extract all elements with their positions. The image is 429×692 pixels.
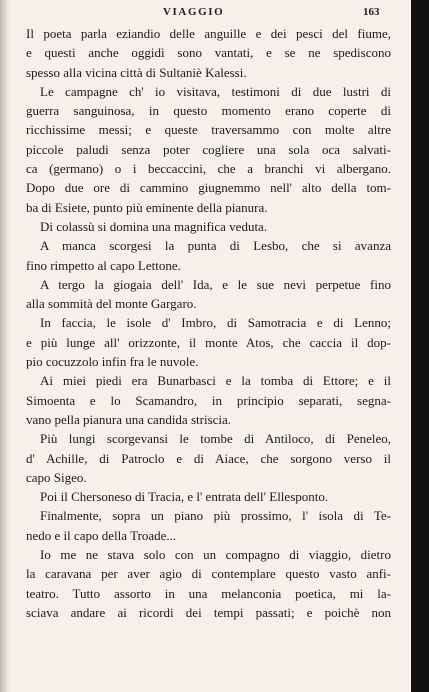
- running-title: VIAGGIO: [163, 6, 225, 18]
- text-line: A tergo la giogaia dell' Ida, e le sue nevi perpetue fino: [40, 276, 391, 292]
- text-line: Ai miei piedi era Bunarbasci e la tomba di Ettore; e il: [40, 373, 391, 389]
- text-line: Di colassù si domina una magnifica veduta.: [40, 218, 268, 234]
- text-line: Io me ne stava solo con un compagno di viaggio, dietro: [40, 547, 391, 563]
- text-line: Dopo due ore di cammino giugnemmo nell' alto della tom-: [26, 180, 391, 196]
- text-line: d' Achille, di Patroclo e di Aiace, che sorgono verso il: [26, 450, 391, 466]
- text-line: fino rimpetto al capo Lettone.: [26, 257, 181, 273]
- text-line: piccole paludi senza poter cogliere una sola oca salvati-: [26, 141, 391, 157]
- text-line: spesso alla vicina città di Sultaniè Kalessi.: [26, 64, 247, 80]
- text-line: e questi anche oggidì sono vantati, e se ne spediscono: [26, 45, 391, 61]
- text-line: Più lungi scorgevansi le tombe di Antiloco, di Peneleo,: [40, 431, 391, 447]
- text-line: pio cocuzzolo infin fra le nuvole.: [26, 354, 199, 370]
- text-line: e più lunge all' orizzonte, il monte Atos, che caccia il dop-: [26, 334, 391, 350]
- text-line: ricchissime messi; e queste traversammo con molte altre: [26, 122, 391, 138]
- text-line: la caravana per aver agio di contemplare questo vasto anfi-: [26, 566, 391, 582]
- text-line: guerra sanguinosa, in questo momento erano coperte di: [26, 103, 391, 119]
- text-line: Poi il Chersoneso di Tracia, e l' entrata dell' Ellesponto.: [40, 489, 329, 505]
- text-line: vano pella pianura una candida striscia.: [26, 411, 232, 427]
- page-number: 163: [363, 6, 380, 18]
- text-line: sciava andare ai ricordi dei tempi passati; e poichè non: [26, 604, 391, 620]
- text-line: nedo e il capo della Troade...: [26, 527, 177, 543]
- text-line: Il poeta parla eziandio delle anguille e dei pesci del fiume,: [26, 26, 391, 41]
- text-line: ca (germano) o i beccaccini, che a branchi vi albergano.: [26, 161, 391, 177]
- text-line: Le campagne ch' io visitava, testimoni di due lustri di: [40, 83, 391, 99]
- text-line: teatro. Tutto assorto in una melanconia poetica, mi la-: [26, 585, 391, 601]
- gutter-shadow: [0, 0, 10, 692]
- text-line: alla sommità del monte Gargaro.: [26, 296, 197, 312]
- text-line: capo Sigeo.: [26, 469, 87, 485]
- text-line: Simoenta e lo Scamandro, in principio separati, segna-: [26, 392, 391, 408]
- scan-edge: [411, 0, 429, 692]
- page-header: [0, 6, 411, 22]
- text-line: ba di Esiete, punto più eminente della pianura.: [26, 199, 268, 215]
- text-line: A manca scorgesi la punta di Lesbo, che si avanza: [40, 238, 391, 254]
- text-line: In faccia, le isole d' Imbro, di Samotracia e di Lenno;: [40, 315, 391, 331]
- body-text: [26, 24, 391, 622]
- text-line: Finalmente, sopra un piano più prossimo, l' isola di Te-: [40, 508, 391, 524]
